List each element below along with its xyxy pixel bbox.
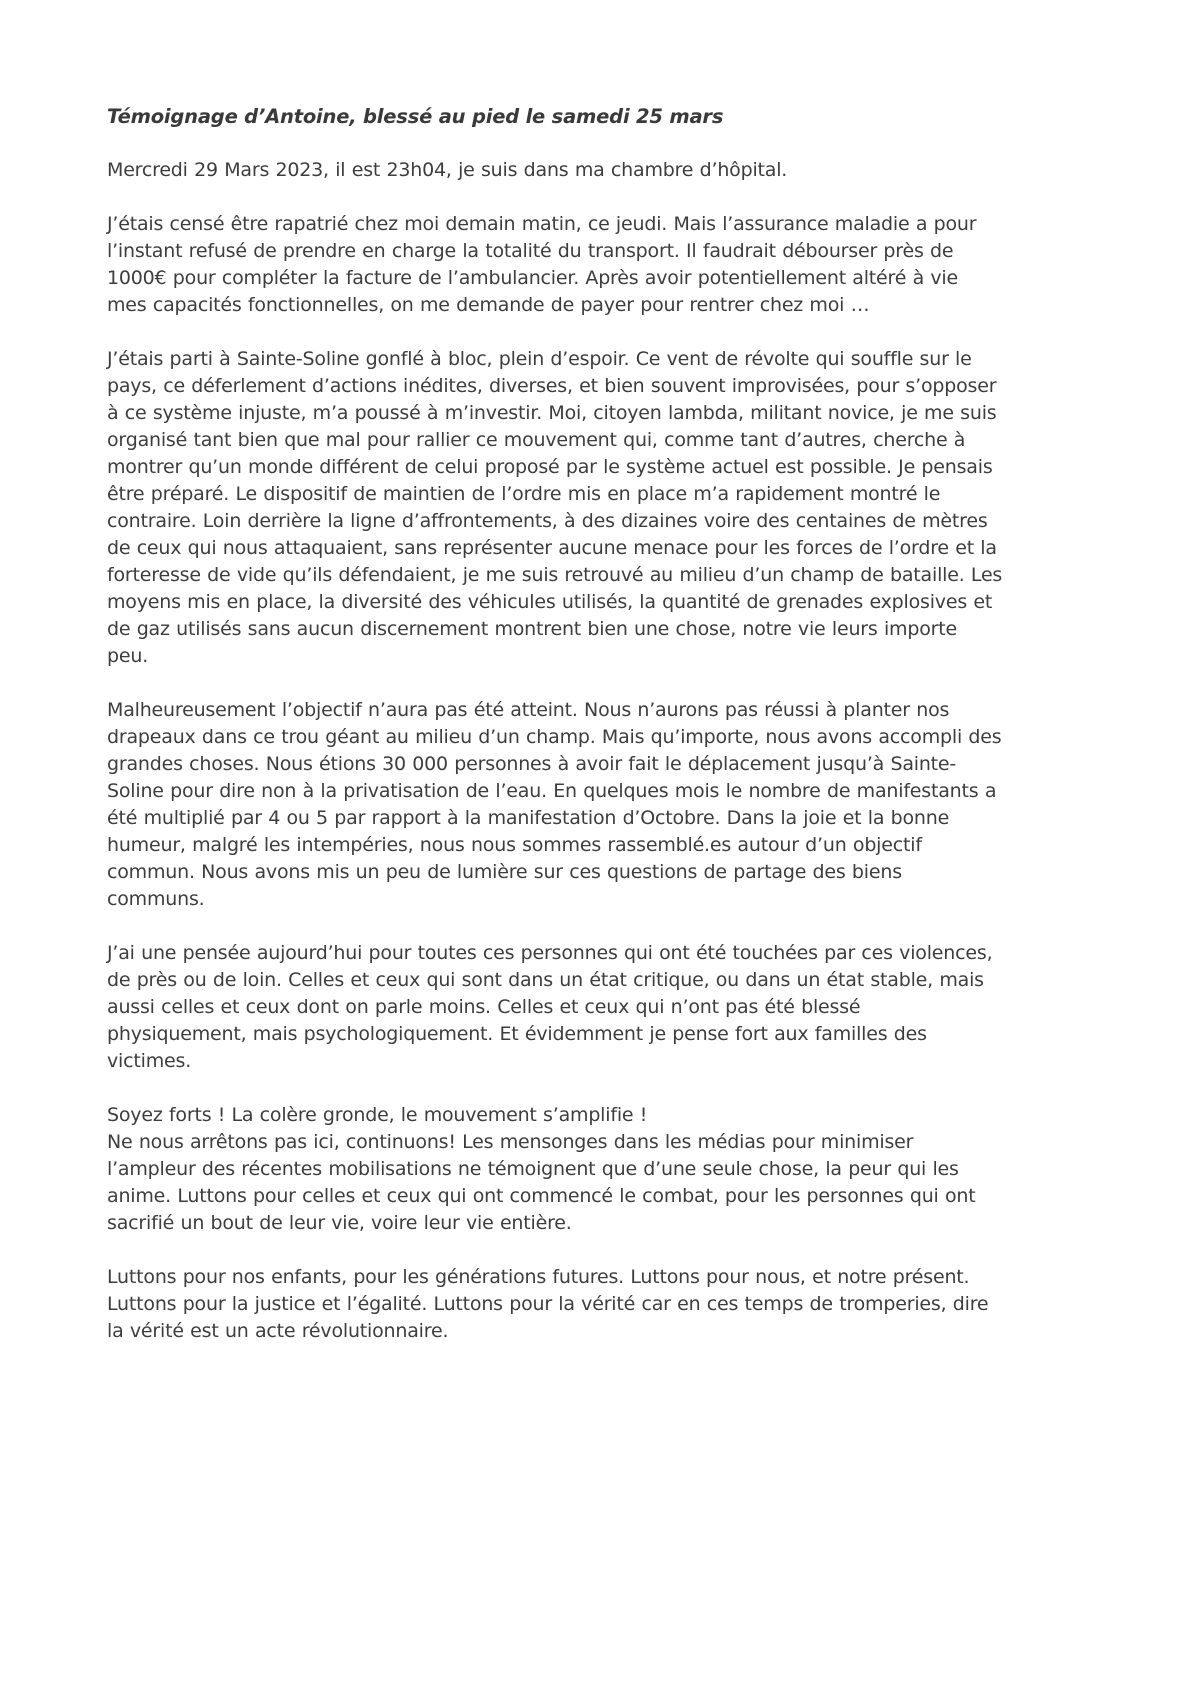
paragraph-thoughts-for-victims: J’ai une pensée aujourd’hui pour toutes ces personnes qui ont été touchées par ces violences, de près ou de loin. Celles et ceux qui sont dans un état critique, ou dans un état stable, mais aussi celles et ceux dont on parle moins. Celles et ceux qui n’ont pas été blessé physiquement, mais psychologiquement. Et évidemment je pense fort aux familles des victimes. (107, 942, 993, 1072)
rallying-cry-line: Soyez forts ! La colère gronde, le mouvement s’amplifie ! (107, 1104, 648, 1126)
paragraph-repatriation: J’étais censé être rapatrié chez moi demain matin, ce jeudi. Mais l’assurance maladie a pour l’instant refusé de prendre en charge la totalité du transport. Il faudrait débourser près de 1000€ pour compléter la facture de l’ambulancier. Après avoir potentiellement altéré à vie mes capacités fonctionnelles, on me demande de payer pour rentrer chez moi … (107, 213, 977, 316)
document-title: Témoignage d’Antoine, blessé au pied le samedi 25 mars (107, 105, 724, 128)
rallying-cry-continuation: Ne nous arrêtons pas ici, continuons! Les mensonges dans les médias pour minimiser l’ampleur des récentes mobilisations ne témoignent que d’une seule chose, la peur qui les anime. Luttons pour celles et ceux qui ont commencé le combat, pour les personnes qui ont sacrifié un bout de leur vie, voire leur vie entière. (107, 1131, 976, 1234)
paragraph-rallying-cry (107, 1102, 1003, 1237)
paragraph-objective: Malheureusement l’objectif n’aura pas été atteint. Nous n’aurons pas réussi à planter nos drapeaux dans ce trou géant au milieu d’un champ. Mais qu’importe, nous avons accompli des grandes choses. Nous étions 30 000 personnes à avoir fait le déplacement jusqu’à Sainte-Soline pour dire non à la privatisation de l’eau. En quelques mois le nombre de manifestants a été multiplié par 4 ou 5 par rapport à la manifestation d’Octobre. Dans la joie et la bonne humeur, malgré les intempéries, nous nous sommes rassemblé.es autour d’un objectif commun. Nous avons mis un peu de lumière sur ces questions de partage des biens communs. (107, 699, 1002, 910)
paragraph-date-intro: Mercredi 29 Mars 2023, il est 23h04, je suis dans ma chambre d’hôpital. (107, 159, 788, 181)
paragraph-sainte-soline: J’étais parti à Sainte-Soline gonflé à bloc, plein d’espoir. Ce vent de révolte qui souffle sur le pays, ce déferlement d’actions inédites, diverses, et bien souvent improvisées, pour s’opposer à ce système injuste, m’a poussé à m’investir. Moi, citoyen lambda, militant novice, je me suis organisé tant bien que mal pour rallier ce mouvement qui, comme tant d’autres, cherche à montrer qu’un monde différent de celui proposé par le système actuel est possible. Je pensais être préparé. Le dispositif de maintien de l’ordre mis en place m’a rapidement montré le contraire. Loin derrière la ligne d’affrontements, à des dizaines voire des centaines de mètres de ceux qui nous attaquaient, sans représenter aucune menace pour les forces de l’ordre et la forteresse de vide qu’ils défendaient, je me suis retrouvé au milieu d’un champ de bataille. Les moyens mis en place, la diversité des véhicules utilisés, la quantité de grenades explosives et de gaz utilisés sans aucun discernement montrent bien une chose, notre vie leurs importe peu. (107, 348, 1003, 667)
paragraph-luttons-closing: Luttons pour nos enfants, pour les générations futures. Luttons pour nous, et notre présent. Luttons pour la justice et l’égalité. Luttons pour la vérité car en ces temps de tromperies, dire la vérité est un acte révolutionnaire. (107, 1266, 989, 1342)
